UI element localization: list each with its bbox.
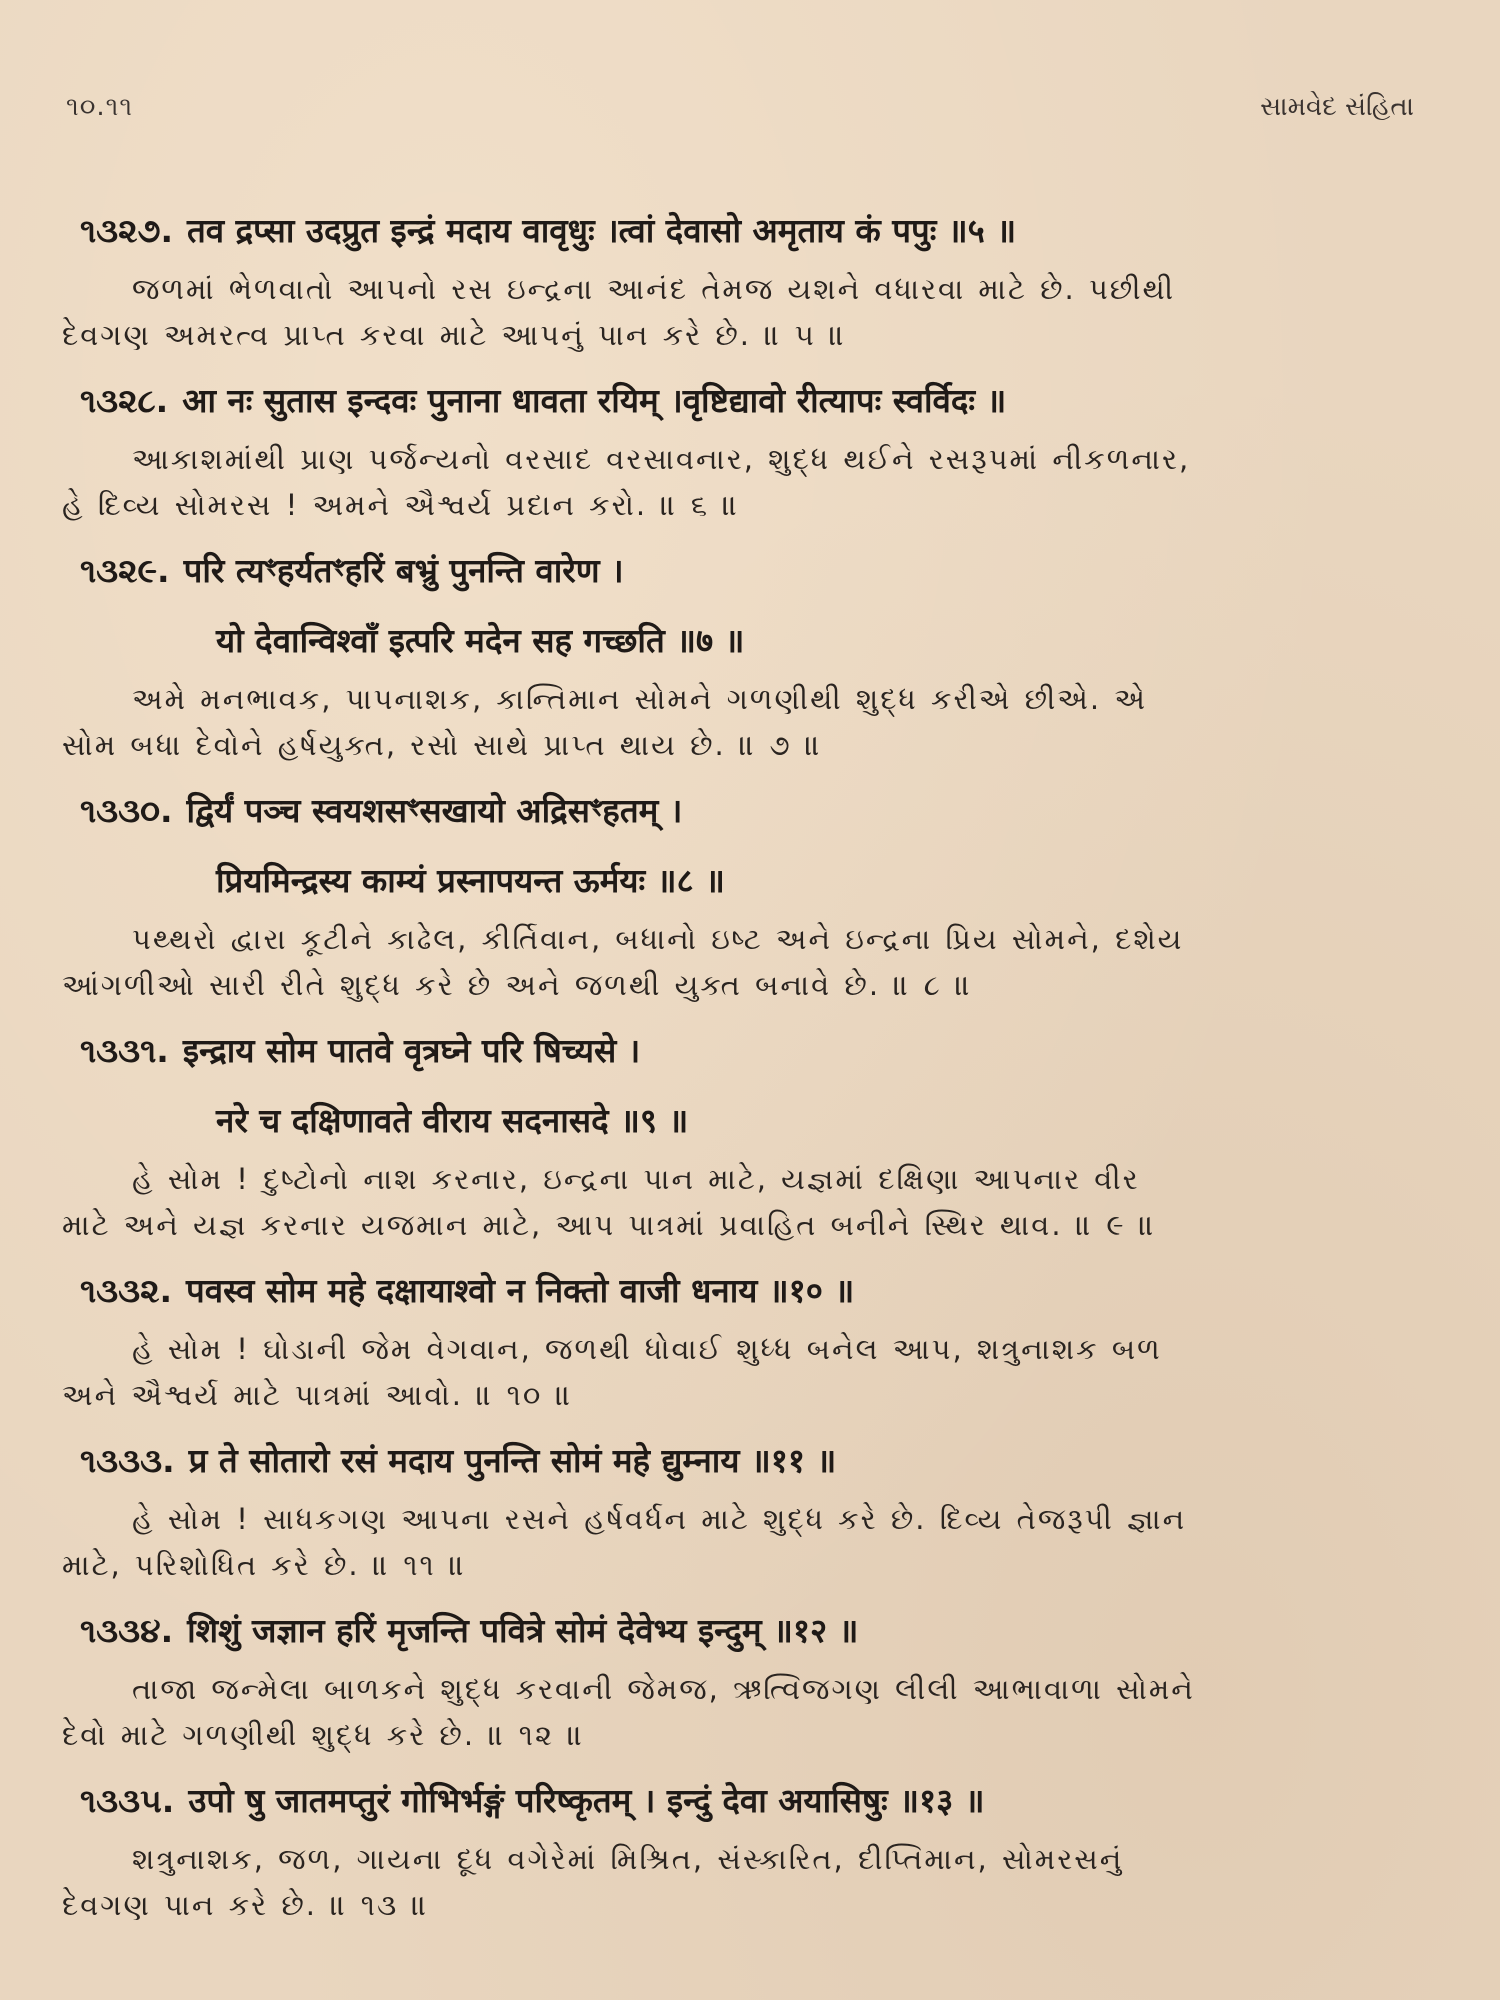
gujarati-translation	[62, 916, 1422, 1008]
gujarati-translation	[62, 1326, 1422, 1418]
verse-number: ૧૩૩૩.	[80, 1441, 175, 1480]
gujarati-translation	[62, 1836, 1422, 1928]
gujarati-translation	[62, 676, 1422, 768]
sanskrit-line	[62, 1016, 1422, 1086]
sanskrit-text: उपो षु जातमप्तुरं गोभिर्भङ्गं परिष्कृतम् । इन्दुं देवा अयासिषुः ॥१३ ॥	[188, 1781, 985, 1820]
verse-1334	[62, 1596, 1422, 1758]
sanskrit-text: आ नः सुतास इन्दवः पुनाना धावता रयिम् ।वृष्टिद्यावो रीत्यापः स्वर्विदः ॥	[182, 381, 1007, 420]
sanskrit-line	[62, 776, 1422, 846]
sanskrit-continuation-line: यो देवान्विश्वाँ इत्परि मदेन सह गच्छति ॥७ ॥	[216, 621, 745, 660]
gujarati-translation	[62, 436, 1422, 528]
translation-line: દેવગણ પાન કરે છે. ॥ ૧૩ ॥	[62, 1888, 429, 1922]
book-title: સામવેદ સંહિતા	[1260, 92, 1414, 122]
translation-line: માટે, પરિશોધિત કરે છે. ॥ ૧૧ ॥	[62, 1548, 467, 1582]
sanskrit-text: द्विर्यं पञ्च स्वयशसꣳसखायो अद्रिसꣳहतम् ।	[186, 791, 683, 830]
sanskrit-text: पवस्व सोम महे दक्षायाश्वो न निक्तो वाजी धनाय ॥१० ॥	[186, 1271, 855, 1310]
sanskrit-text: परि त्यꣳहर्यतꣳहरिं बभ्रुं पुनन्ति वारेण ।	[183, 551, 624, 590]
translation-line: હે સોમ ! સાધકગણ આપના રસને હર્ષવર્ધન માટે શુદ્ધ કરે છે. દિવ્ય તેજરૂપી જ્ઞાન	[132, 1502, 1187, 1536]
verse-list	[62, 196, 1422, 1928]
sanskrit-text: इन्द्राय सोम पातवे वृत्रघ्ने परि षिच्यसे ।	[182, 1031, 641, 1070]
verse-1331	[62, 1016, 1422, 1248]
verse-number: ૧૩૩૪.	[80, 1611, 174, 1650]
sanskrit-text: तव द्रप्सा उदप्रुत इन्द्रं मदाय वावृधुः ।त्वां देवासो अमृताय कं पपुः ॥५ ॥	[187, 211, 1017, 250]
verse-1332	[62, 1256, 1422, 1418]
page-number: ૧૦.૧૧	[66, 92, 134, 122]
verse-number: ૧૩૩૧.	[80, 1031, 169, 1070]
sanskrit-line	[62, 536, 1422, 606]
gujarati-translation	[62, 1496, 1422, 1588]
translation-line: અમે મનભાવક, પાપનાશક, કાન્તિમાન સોમને ગળણીથી શુદ્ધ કરીએ છીએ. એ	[132, 682, 1147, 716]
gujarati-translation	[62, 266, 1422, 358]
translation-line: પથ્થરો દ્વારા કૂટીને કાઢેલ, કીર્તિવાન, બધાનો ઇષ્ટ અને ઇન્દ્રના પ્રિય સોમને, દશેય	[132, 922, 1184, 956]
verse-number: ૧૩૨૮.	[80, 381, 169, 420]
sanskrit-line	[62, 1596, 1422, 1666]
sanskrit-continuation-line: प्रियमिन्द्रस्य काम्यं प्रस्नापयन्त ऊर्मयः ॥८ ॥	[216, 861, 725, 900]
gujarati-translation	[62, 1156, 1422, 1248]
verse-number: ૧૩૨૯.	[80, 551, 170, 590]
translation-line: દેવગણ અમરત્વ પ્રાપ્ત કરવા માટે આપનું પાન કરે છે. ॥ ૫ ॥	[62, 318, 847, 352]
verse-number: ૧૩૩૨.	[80, 1271, 173, 1310]
gujarati-translation	[62, 1666, 1422, 1758]
sanskrit-line	[62, 1766, 1422, 1836]
verse-number: ૧૩૩૫.	[80, 1781, 175, 1820]
translation-line: આકાશમાંથી પ્રાણ પર્જન્યનો વરસાદ વરસાવનાર, શુદ્ધ થઈને રસરૂપમાં નીકળનાર,	[132, 442, 1191, 476]
sanskrit-line	[62, 366, 1422, 436]
verse-1327	[62, 196, 1422, 358]
verse-number: ૧૩૨૭.	[80, 211, 173, 250]
translation-line: હે સોમ ! ઘોડાની જેમ વેગવાન, જળથી ધોવાઈ શુધ્ધ બનેલ આપ, શત્રુનાશક બળ	[132, 1332, 1162, 1366]
verse-1329	[62, 536, 1422, 768]
translation-line: હે દિવ્ય સોમરસ ! અમને ઐશ્વર્ય પ્રદાન કરો. ॥ ૬ ॥	[62, 488, 740, 522]
sanskrit-continuation-line: नरे च दक्षिणावते वीराय सदनासदे ॥९ ॥	[216, 1101, 689, 1140]
verse-1330	[62, 776, 1422, 1008]
verse-1335	[62, 1766, 1422, 1928]
translation-line: શત્રુનાશક, જળ, ગાયના દૂધ વગેરેમાં મિશ્રિત, સંસ્કારિત, દીપ્તિમાન, સોમરસનું	[132, 1842, 1124, 1876]
sanskrit-line	[62, 196, 1422, 266]
translation-line: હે સોમ ! દુષ્ટોનો નાશ કરનાર, ઇન્દ્રના પાન માટે, યજ્ઞમાં દક્ષિણા આપનાર વીર	[132, 1162, 1140, 1196]
translation-line: અને ઐશ્વર્ય માટે પાત્રમાં આવો. ॥ ૧૦ ॥	[62, 1378, 573, 1412]
sanskrit-text: शिशुं जज्ञान हरिं मृजन्ति पवित्रे सोमं देवेभ्य इन्दुम् ॥१२ ॥	[187, 1611, 859, 1650]
verse-1328	[62, 366, 1422, 528]
translation-line: દેવો માટે ગળણીથી શુદ્ધ કરે છે. ॥ ૧૨ ॥	[62, 1718, 585, 1752]
translation-line: જળમાં ભેળવાતો આપનો રસ ઇન્દ્રના આનંદ તેમજ યશને વધારવા માટે છે. પછીથી	[132, 272, 1176, 306]
running-header	[66, 92, 1414, 128]
translation-line: સોમ બધા દેવોને હર્ષયુક્ત, રસો સાથે પ્રાપ્ત થાય છે. ॥ ૭ ॥	[62, 728, 823, 762]
verse-number: ૧૩૩૦.	[80, 791, 173, 830]
sanskrit-text: प्र ते सोतारो रसं मदाय पुनन्ति सोमं महे द्युम्नाय ॥११ ॥	[188, 1441, 837, 1480]
translation-line: તાજા જન્મેલા બાળકને શુદ્ધ કરવાની જેમજ, ઋત્વિજગણ લીલી આભાવાળા સોમને	[132, 1672, 1195, 1706]
sanskrit-line	[62, 1256, 1422, 1326]
verse-1333	[62, 1426, 1422, 1588]
translation-line: આંગળીઓ સારી રીતે શુદ્ધ કરે છે અને જળથી યુક્ત બનાવે છે. ॥ ૮ ॥	[62, 968, 973, 1002]
sanskrit-line	[62, 1426, 1422, 1496]
translation-line: માટે અને યજ્ઞ કરનાર યજમાન માટે, આપ પાત્રમાં પ્રવાહિત બનીને સ્થિર થાવ. ॥ ૯ ॥	[62, 1208, 1157, 1242]
